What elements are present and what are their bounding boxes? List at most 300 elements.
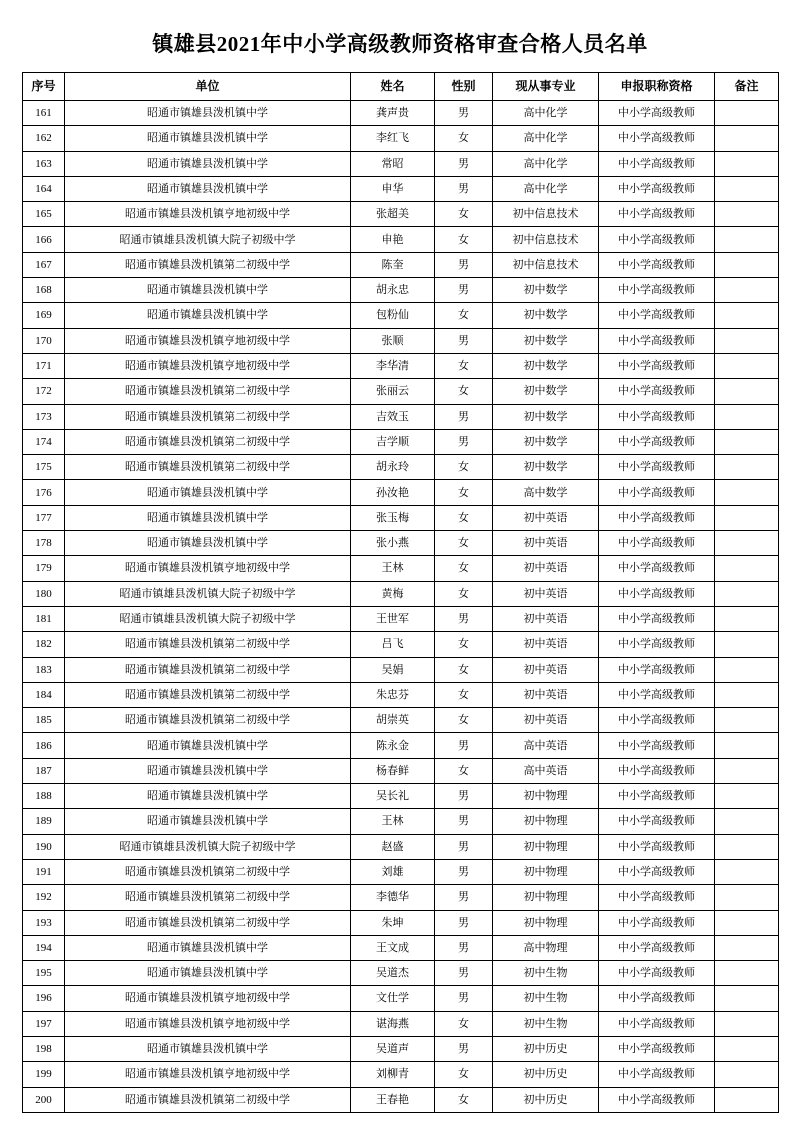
cell-major: 高中化学 — [493, 151, 599, 176]
cell-gender: 男 — [435, 834, 493, 859]
cell-remark — [715, 252, 779, 277]
cell-name: 张小燕 — [351, 531, 435, 556]
cell-unit: 昭通市镇雄县泼机镇中学 — [65, 961, 351, 986]
cell-gender: 女 — [435, 303, 493, 328]
cell-remark — [715, 581, 779, 606]
cell-title: 中小学高级教师 — [599, 708, 715, 733]
cell-gender: 女 — [435, 126, 493, 151]
cell-title: 中小学高级教师 — [599, 682, 715, 707]
cell-seq: 185 — [23, 708, 65, 733]
cell-seq: 171 — [23, 353, 65, 378]
cell-seq: 174 — [23, 429, 65, 454]
cell-gender: 女 — [435, 632, 493, 657]
table-row — [23, 278, 779, 303]
cell-remark — [715, 910, 779, 935]
cell-remark — [715, 935, 779, 960]
table-row — [23, 227, 779, 252]
cell-seq: 191 — [23, 859, 65, 884]
cell-remark — [715, 632, 779, 657]
cell-seq: 169 — [23, 303, 65, 328]
cell-title: 中小学高级教师 — [599, 556, 715, 581]
cell-title: 中小学高级教师 — [599, 505, 715, 530]
cell-title: 中小学高级教师 — [599, 657, 715, 682]
cell-major: 高中英语 — [493, 733, 599, 758]
cell-unit: 昭通市镇雄县泼机镇亨地初级中学 — [65, 1062, 351, 1087]
cell-unit: 昭通市镇雄县泼机镇大院子初级中学 — [65, 581, 351, 606]
cell-unit: 昭通市镇雄县泼机镇第二初级中学 — [65, 682, 351, 707]
cell-remark — [715, 733, 779, 758]
cell-name: 王世军 — [351, 606, 435, 631]
column-header-gender: 性别 — [435, 73, 493, 101]
cell-title: 中小学高级教师 — [599, 126, 715, 151]
cell-gender: 男 — [435, 404, 493, 429]
cell-title: 中小学高级教师 — [599, 278, 715, 303]
cell-title: 中小学高级教师 — [599, 101, 715, 126]
cell-unit: 昭通市镇雄县泼机镇中学 — [65, 809, 351, 834]
cell-seq: 175 — [23, 455, 65, 480]
cell-seq: 197 — [23, 1011, 65, 1036]
cell-seq: 177 — [23, 505, 65, 530]
cell-remark — [715, 101, 779, 126]
cell-gender: 男 — [435, 278, 493, 303]
cell-major: 初中历史 — [493, 1062, 599, 1087]
cell-remark — [715, 859, 779, 884]
cell-gender: 女 — [435, 531, 493, 556]
table-row — [23, 176, 779, 201]
cell-remark — [715, 1011, 779, 1036]
cell-seq: 168 — [23, 278, 65, 303]
cell-name: 谌海燕 — [351, 1011, 435, 1036]
cell-seq: 172 — [23, 379, 65, 404]
cell-remark — [715, 151, 779, 176]
cell-unit: 昭通市镇雄县泼机镇中学 — [65, 758, 351, 783]
cell-title: 中小学高级教师 — [599, 227, 715, 252]
cell-seq: 198 — [23, 1036, 65, 1061]
cell-remark — [715, 455, 779, 480]
cell-seq: 194 — [23, 935, 65, 960]
cell-gender: 女 — [435, 455, 493, 480]
table-row — [23, 606, 779, 631]
cell-unit: 昭通市镇雄县泼机镇第二初级中学 — [65, 455, 351, 480]
cell-seq: 173 — [23, 404, 65, 429]
cell-name: 吉效玉 — [351, 404, 435, 429]
cell-unit: 昭通市镇雄县泼机镇第二初级中学 — [65, 252, 351, 277]
cell-major: 高中数学 — [493, 480, 599, 505]
column-header-name: 姓名 — [351, 73, 435, 101]
table-row — [23, 657, 779, 682]
cell-unit: 昭通市镇雄县泼机镇第二初级中学 — [65, 885, 351, 910]
cell-major: 初中信息技术 — [493, 202, 599, 227]
cell-title: 中小学高级教师 — [599, 303, 715, 328]
cell-title: 中小学高级教师 — [599, 328, 715, 353]
cell-seq: 164 — [23, 176, 65, 201]
cell-remark — [715, 1036, 779, 1061]
cell-major: 初中信息技术 — [493, 252, 599, 277]
cell-remark — [715, 961, 779, 986]
cell-unit: 昭通市镇雄县泼机镇亨地初级中学 — [65, 556, 351, 581]
cell-remark — [715, 784, 779, 809]
table-row — [23, 910, 779, 935]
cell-major: 初中物理 — [493, 834, 599, 859]
cell-major: 初中数学 — [493, 353, 599, 378]
table-row — [23, 1087, 779, 1112]
cell-unit: 昭通市镇雄县泼机镇中学 — [65, 176, 351, 201]
cell-remark — [715, 708, 779, 733]
table-row — [23, 581, 779, 606]
cell-name: 朱忠芬 — [351, 682, 435, 707]
page-title: 镇雄县2021年中小学高级教师资格审查合格人员名单 — [152, 32, 648, 56]
cell-name: 李华清 — [351, 353, 435, 378]
cell-title: 中小学高级教师 — [599, 353, 715, 378]
cell-name: 李红飞 — [351, 126, 435, 151]
table-row — [23, 1011, 779, 1036]
cell-gender: 男 — [435, 986, 493, 1011]
table-row — [23, 303, 779, 328]
cell-unit: 昭通市镇雄县泼机镇大院子初级中学 — [65, 834, 351, 859]
cell-gender: 女 — [435, 1011, 493, 1036]
cell-seq: 181 — [23, 606, 65, 631]
cell-unit: 昭通市镇雄县泼机镇第二初级中学 — [65, 632, 351, 657]
cell-seq: 193 — [23, 910, 65, 935]
table-row — [23, 151, 779, 176]
cell-title: 中小学高级教师 — [599, 834, 715, 859]
cell-major: 高中化学 — [493, 101, 599, 126]
cell-seq: 183 — [23, 657, 65, 682]
cell-major: 初中历史 — [493, 1036, 599, 1061]
cell-name: 刘柳青 — [351, 1062, 435, 1087]
cell-gender: 男 — [435, 252, 493, 277]
cell-name: 胡崇英 — [351, 708, 435, 733]
cell-major: 初中英语 — [493, 556, 599, 581]
cell-seq: 187 — [23, 758, 65, 783]
cell-title: 中小学高级教师 — [599, 910, 715, 935]
cell-name: 吴娟 — [351, 657, 435, 682]
cell-title: 中小学高级教师 — [599, 1036, 715, 1061]
cell-gender: 男 — [435, 809, 493, 834]
cell-title: 中小学高级教师 — [599, 151, 715, 176]
table-row — [23, 809, 779, 834]
table-row — [23, 556, 779, 581]
cell-gender: 女 — [435, 708, 493, 733]
cell-gender: 男 — [435, 151, 493, 176]
cell-title: 中小学高级教师 — [599, 455, 715, 480]
cell-major: 初中物理 — [493, 809, 599, 834]
cell-seq: 182 — [23, 632, 65, 657]
column-header-major: 现从事专业 — [493, 73, 599, 101]
cell-unit: 昭通市镇雄县泼机镇中学 — [65, 303, 351, 328]
cell-gender: 女 — [435, 556, 493, 581]
cell-major: 初中英语 — [493, 531, 599, 556]
cell-title: 中小学高级教师 — [599, 379, 715, 404]
cell-unit: 昭通市镇雄县泼机镇中学 — [65, 733, 351, 758]
cell-remark — [715, 126, 779, 151]
cell-major: 高中化学 — [493, 176, 599, 201]
cell-name: 陈永金 — [351, 733, 435, 758]
cell-remark — [715, 809, 779, 834]
table-row — [23, 1036, 779, 1061]
cell-unit: 昭通市镇雄县泼机镇中学 — [65, 278, 351, 303]
cell-unit: 昭通市镇雄县泼机镇中学 — [65, 784, 351, 809]
table-row — [23, 834, 779, 859]
column-header-remark: 备注 — [715, 73, 779, 101]
cell-unit: 昭通市镇雄县泼机镇第二初级中学 — [65, 1087, 351, 1112]
cell-seq: 199 — [23, 1062, 65, 1087]
cell-major: 初中英语 — [493, 581, 599, 606]
cell-seq: 165 — [23, 202, 65, 227]
cell-unit: 昭通市镇雄县泼机镇亨地初级中学 — [65, 353, 351, 378]
cell-unit: 昭通市镇雄县泼机镇第二初级中学 — [65, 910, 351, 935]
table-row — [23, 480, 779, 505]
cell-remark — [715, 834, 779, 859]
cell-title: 中小学高级教师 — [599, 961, 715, 986]
cell-name: 李德华 — [351, 885, 435, 910]
cell-unit: 昭通市镇雄县泼机镇亨地初级中学 — [65, 986, 351, 1011]
cell-title: 中小学高级教师 — [599, 784, 715, 809]
table-row — [23, 328, 779, 353]
cell-name: 吴长礼 — [351, 784, 435, 809]
cell-title: 中小学高级教师 — [599, 986, 715, 1011]
cell-title: 中小学高级教师 — [599, 1062, 715, 1087]
table-row — [23, 252, 779, 277]
cell-gender: 男 — [435, 429, 493, 454]
cell-major: 高中化学 — [493, 126, 599, 151]
cell-gender: 女 — [435, 480, 493, 505]
cell-major: 初中英语 — [493, 708, 599, 733]
cell-major: 初中英语 — [493, 505, 599, 530]
cell-seq: 162 — [23, 126, 65, 151]
cell-name: 申华 — [351, 176, 435, 201]
cell-unit: 昭通市镇雄县泼机镇中学 — [65, 1036, 351, 1061]
cell-name: 杨春鲜 — [351, 758, 435, 783]
cell-title: 中小学高级教师 — [599, 480, 715, 505]
column-header-unit: 单位 — [65, 73, 351, 101]
cell-title: 中小学高级教师 — [599, 429, 715, 454]
cell-gender: 男 — [435, 176, 493, 201]
cell-major: 初中数学 — [493, 404, 599, 429]
cell-name: 张玉梅 — [351, 505, 435, 530]
cell-name: 王文成 — [351, 935, 435, 960]
cell-name: 申艳 — [351, 227, 435, 252]
cell-name: 文仕学 — [351, 986, 435, 1011]
cell-title: 中小学高级教师 — [599, 176, 715, 201]
cell-unit: 昭通市镇雄县泼机镇中学 — [65, 935, 351, 960]
table-row — [23, 758, 779, 783]
cell-name: 王林 — [351, 809, 435, 834]
cell-gender: 男 — [435, 733, 493, 758]
cell-major: 初中数学 — [493, 328, 599, 353]
column-header-title: 申报职称资格 — [599, 73, 715, 101]
cell-title: 中小学高级教师 — [599, 632, 715, 657]
cell-gender: 男 — [435, 101, 493, 126]
cell-remark — [715, 682, 779, 707]
cell-remark — [715, 328, 779, 353]
cell-seq: 167 — [23, 252, 65, 277]
cell-seq: 188 — [23, 784, 65, 809]
qualified-personnel-table — [22, 72, 779, 1113]
cell-remark — [715, 480, 779, 505]
cell-major: 初中物理 — [493, 910, 599, 935]
cell-title: 中小学高级教师 — [599, 809, 715, 834]
cell-major: 初中英语 — [493, 657, 599, 682]
cell-title: 中小学高级教师 — [599, 885, 715, 910]
cell-unit: 昭通市镇雄县泼机镇第二初级中学 — [65, 708, 351, 733]
table-row — [23, 404, 779, 429]
cell-major: 初中历史 — [493, 1087, 599, 1112]
cell-gender: 女 — [435, 505, 493, 530]
cell-major: 初中英语 — [493, 632, 599, 657]
cell-unit: 昭通市镇雄县泼机镇第二初级中学 — [65, 859, 351, 884]
cell-name: 孙汝艳 — [351, 480, 435, 505]
cell-gender: 女 — [435, 1062, 493, 1087]
cell-seq: 179 — [23, 556, 65, 581]
table-header-row — [23, 73, 779, 101]
cell-seq: 195 — [23, 961, 65, 986]
cell-name: 吉学顺 — [351, 429, 435, 454]
cell-remark — [715, 176, 779, 201]
table-row — [23, 708, 779, 733]
cell-seq: 189 — [23, 809, 65, 834]
table-header — [23, 73, 779, 101]
cell-major: 初中数学 — [493, 379, 599, 404]
cell-gender: 男 — [435, 859, 493, 884]
cell-unit: 昭通市镇雄县泼机镇第二初级中学 — [65, 404, 351, 429]
cell-unit: 昭通市镇雄县泼机镇中学 — [65, 480, 351, 505]
cell-major: 初中英语 — [493, 682, 599, 707]
cell-remark — [715, 1062, 779, 1087]
cell-name: 张丽云 — [351, 379, 435, 404]
cell-seq: 192 — [23, 885, 65, 910]
cell-seq: 190 — [23, 834, 65, 859]
cell-name: 龚声贵 — [351, 101, 435, 126]
cell-name: 黄梅 — [351, 581, 435, 606]
cell-name: 张超美 — [351, 202, 435, 227]
cell-major: 初中生物 — [493, 1011, 599, 1036]
cell-remark — [715, 278, 779, 303]
cell-name: 刘雄 — [351, 859, 435, 884]
cell-gender: 女 — [435, 657, 493, 682]
cell-remark — [715, 227, 779, 252]
cell-title: 中小学高级教师 — [599, 531, 715, 556]
cell-seq: 163 — [23, 151, 65, 176]
cell-name: 包粉仙 — [351, 303, 435, 328]
table-row — [23, 429, 779, 454]
cell-major: 初中物理 — [493, 784, 599, 809]
cell-remark — [715, 404, 779, 429]
cell-unit: 昭通市镇雄县泼机镇第二初级中学 — [65, 657, 351, 682]
cell-name: 胡永忠 — [351, 278, 435, 303]
cell-name: 吴道声 — [351, 1036, 435, 1061]
cell-remark — [715, 986, 779, 1011]
table-row — [23, 885, 779, 910]
cell-remark — [715, 1087, 779, 1112]
cell-title: 中小学高级教师 — [599, 1011, 715, 1036]
cell-remark — [715, 505, 779, 530]
cell-remark — [715, 556, 779, 581]
cell-unit: 昭通市镇雄县泼机镇亨地初级中学 — [65, 1011, 351, 1036]
cell-remark — [715, 353, 779, 378]
cell-gender: 男 — [435, 935, 493, 960]
cell-gender: 男 — [435, 961, 493, 986]
cell-title: 中小学高级教师 — [599, 581, 715, 606]
cell-seq: 176 — [23, 480, 65, 505]
cell-remark — [715, 606, 779, 631]
cell-gender: 女 — [435, 1087, 493, 1112]
table-row — [23, 455, 779, 480]
cell-seq: 184 — [23, 682, 65, 707]
cell-remark — [715, 758, 779, 783]
cell-unit: 昭通市镇雄县泼机镇亨地初级中学 — [65, 202, 351, 227]
cell-major: 初中物理 — [493, 859, 599, 884]
cell-gender: 男 — [435, 1036, 493, 1061]
cell-title: 中小学高级教师 — [599, 758, 715, 783]
cell-remark — [715, 303, 779, 328]
table-row — [23, 682, 779, 707]
cell-seq: 170 — [23, 328, 65, 353]
cell-remark — [715, 202, 779, 227]
cell-remark — [715, 657, 779, 682]
cell-gender: 男 — [435, 606, 493, 631]
cell-major: 初中生物 — [493, 961, 599, 986]
table-body — [23, 101, 779, 1113]
cell-major: 初中数学 — [493, 429, 599, 454]
cell-title: 中小学高级教师 — [599, 1087, 715, 1112]
cell-name: 王春艳 — [351, 1087, 435, 1112]
table-row — [23, 531, 779, 556]
cell-unit: 昭通市镇雄县泼机镇中学 — [65, 151, 351, 176]
cell-seq: 200 — [23, 1087, 65, 1112]
cell-seq: 166 — [23, 227, 65, 252]
table-row — [23, 505, 779, 530]
cell-seq: 196 — [23, 986, 65, 1011]
table-row — [23, 733, 779, 758]
cell-gender: 男 — [435, 784, 493, 809]
cell-unit: 昭通市镇雄县泼机镇中学 — [65, 505, 351, 530]
cell-seq: 178 — [23, 531, 65, 556]
table-row — [23, 986, 779, 1011]
cell-name: 张顺 — [351, 328, 435, 353]
table-row — [23, 1062, 779, 1087]
cell-major: 高中物理 — [493, 935, 599, 960]
cell-name: 赵盛 — [351, 834, 435, 859]
table-row — [23, 202, 779, 227]
cell-gender: 女 — [435, 682, 493, 707]
table-row — [23, 632, 779, 657]
cell-unit: 昭通市镇雄县泼机镇第二初级中学 — [65, 429, 351, 454]
cell-title: 中小学高级教师 — [599, 733, 715, 758]
cell-major: 初中物理 — [493, 885, 599, 910]
cell-unit: 昭通市镇雄县泼机镇中学 — [65, 531, 351, 556]
table-row — [23, 126, 779, 151]
cell-major: 初中数学 — [493, 455, 599, 480]
cell-name: 王林 — [351, 556, 435, 581]
cell-gender: 女 — [435, 353, 493, 378]
cell-unit: 昭通市镇雄县泼机镇第二初级中学 — [65, 379, 351, 404]
cell-remark — [715, 429, 779, 454]
cell-gender: 男 — [435, 885, 493, 910]
table-row — [23, 101, 779, 126]
column-header-seq: 序号 — [23, 73, 65, 101]
cell-title: 中小学高级教师 — [599, 859, 715, 884]
cell-major: 初中数学 — [493, 278, 599, 303]
table-row — [23, 379, 779, 404]
cell-unit: 昭通市镇雄县泼机镇亨地初级中学 — [65, 328, 351, 353]
cell-title: 中小学高级教师 — [599, 202, 715, 227]
table-row — [23, 859, 779, 884]
table-row — [23, 961, 779, 986]
cell-major: 初中英语 — [493, 606, 599, 631]
table-row — [23, 935, 779, 960]
cell-major: 初中生物 — [493, 986, 599, 1011]
